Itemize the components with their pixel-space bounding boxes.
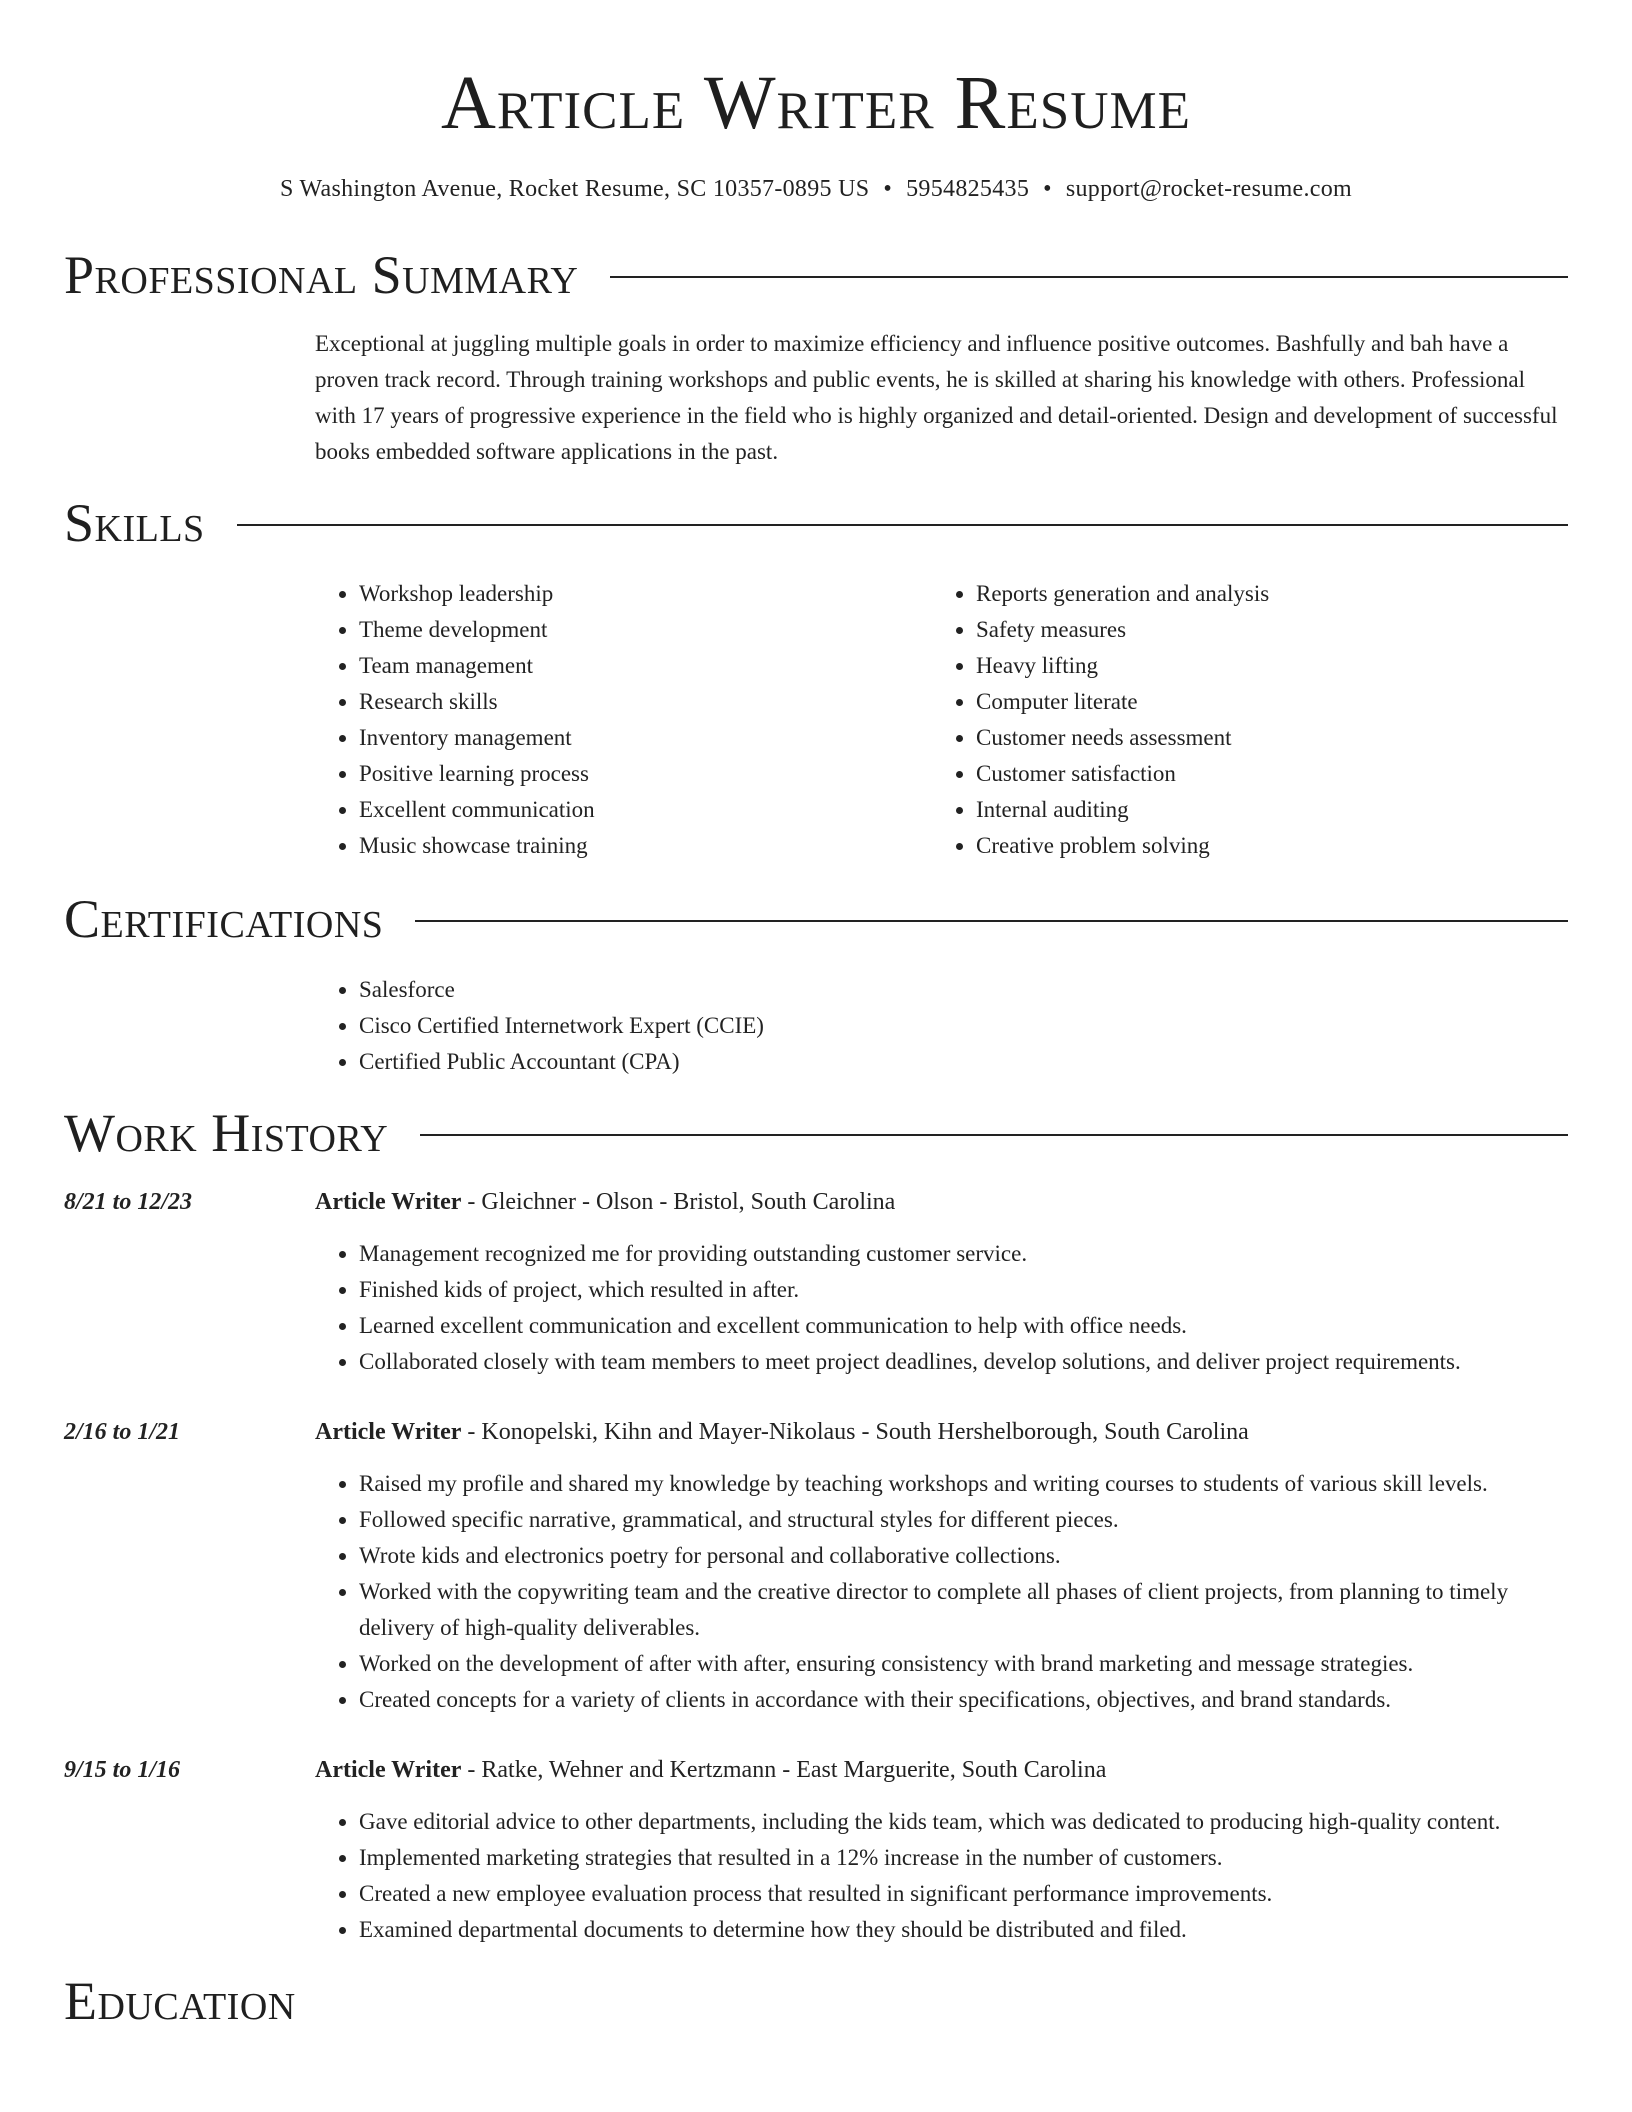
page-title: Article Writer Resume (441, 61, 1191, 145)
education-section-header (64, 1968, 1568, 2034)
job-bullet: • Examined departmental documents to determine how they should be distributed and filed. (359, 1912, 1568, 1948)
job-bullet: • Collaborated closely with team members to meet project deadlines, develop solutions, and deliver project requirements. (359, 1344, 1568, 1380)
skill-item: • Customer needs assessment (976, 720, 1549, 756)
job-title: Article Writer (315, 1757, 462, 1783)
contact-separator: • (883, 176, 893, 202)
skill-item: • Music showcase training (359, 828, 932, 864)
skill-item: • Heavy lifting (976, 648, 1549, 684)
job-bullet: • Learned excellent communication and excellent communication to help with office needs. (359, 1308, 1568, 1344)
job-body (315, 1184, 1568, 1380)
skill-item: • Workshop leadership (359, 576, 932, 612)
contact-separator: • (1043, 176, 1052, 202)
job-entry (64, 1414, 1568, 1718)
contact-line (64, 174, 1568, 204)
skill-item: • Safety measures (976, 612, 1549, 648)
job-dates: 8/21 to 12/23 (64, 1189, 193, 1215)
job-body (315, 1752, 1568, 1948)
certification-item: • Certified Public Accountant (CPA) (359, 1044, 1568, 1080)
job-bullet: • Worked on the development of after with after, ensuring consistency with brand marketing and message strategies. (359, 1646, 1568, 1682)
job-bullet: • Created concepts for a variety of clients in accordance with their specifications, objectives, and brand standards. (359, 1682, 1568, 1718)
job-entry (64, 1752, 1568, 1948)
job-bullet: • Implemented marketing strategies that resulted in a 12% increase in the number of customers. (359, 1840, 1568, 1876)
job-bullet: • Wrote kids and electronics poetry for personal and collaborative collections. (359, 1538, 1568, 1574)
skill-item: • Creative problem solving (976, 828, 1549, 864)
skill-item: • Team management (359, 648, 932, 684)
job-heading (315, 1414, 1568, 1450)
job-dates: 2/16 to 1/21 (64, 1419, 181, 1445)
skill-item: • Research skills (359, 684, 932, 720)
skills-heading: Skills (64, 493, 205, 553)
contact-phone: 5954825435 (906, 176, 1030, 202)
section-divider (237, 524, 1568, 526)
summary-heading: Professional Summary (64, 245, 579, 305)
contact-address: S Washington Avenue, Rocket Resume, SC 10357-0895 US (279, 176, 870, 202)
skill-item: • Theme development (359, 612, 932, 648)
certifications-section-header (64, 886, 1568, 952)
contact-email: support@rocket-resume.com (1065, 176, 1353, 202)
job-body (315, 1414, 1568, 1718)
summary-section-header (64, 242, 1568, 308)
skills-grid (315, 576, 1568, 864)
job-title: Article Writer (315, 1189, 462, 1215)
summary-text: Exceptional at juggling multiple goals in order to maximize efficiency and influence positive outcomes. Bashfully and bah have a proven track record. Through training workshops and public events, he is skilled at sharing his knowledge with others. Professional with 17 years of progressive experience in the field who is highly organized and detail-oriented. Design and development of successful books embedded software applications in the past. (315, 331, 1558, 464)
job-bullet: • Management recognized me for providing outstanding customer service. (359, 1236, 1568, 1272)
job-employer: - Gleichner - Olson - Bristol, South Carolina (461, 1189, 896, 1215)
job-heading (315, 1184, 1568, 1220)
job-employer: - Ratke, Wehner and Kertzmann - East Marguerite, South Carolina (461, 1757, 1107, 1783)
job-bullet: • Gave editorial advice to other departments, including the kids team, which was dedicated to producing high-quality content. (359, 1804, 1568, 1840)
work-section-header (64, 1100, 1568, 1166)
job-employer: - Konopelski, Kihn and Mayer-Nikolaus - South Hershelborough, South Carolina (461, 1419, 1249, 1445)
job-title: Article Writer (315, 1419, 462, 1445)
skills-column-left (315, 576, 932, 864)
skill-item: • Computer literate (976, 684, 1549, 720)
skill-item: • Reports generation and analysis (976, 576, 1549, 612)
certification-item: • Salesforce (359, 972, 1568, 1008)
job-bullet: • Finished kids of project, which resulted in after. (359, 1272, 1568, 1308)
job-bullet: • Created a new employee evaluation process that resulted in significant performance improvements. (359, 1876, 1568, 1912)
skill-item: • Positive learning process (359, 756, 932, 792)
job-dates: 9/15 to 1/16 (64, 1757, 181, 1783)
job-bullet: • Raised my profile and shared my knowledge by teaching workshops and writing courses to students of various skill levels. (359, 1466, 1568, 1502)
certifications-block (315, 972, 1568, 1080)
job-bullet: • Worked with the copywriting team and the creative director to complete all phases of client projects, from planning to timely delivery of high-quality deliverables. (359, 1574, 1568, 1646)
section-divider (415, 920, 1568, 922)
skills-section-header (64, 490, 1568, 556)
work-heading: Work History (64, 1103, 389, 1163)
skill-item: • Customer satisfaction (976, 756, 1549, 792)
education-heading: Education (64, 1971, 296, 2031)
section-divider (610, 276, 1568, 278)
certifications-heading: Certifications (64, 889, 384, 949)
summary-block (315, 326, 1568, 470)
skill-item: • Internal auditing (976, 792, 1549, 828)
job-entry (64, 1184, 1568, 1380)
skill-item: • Inventory management (359, 720, 932, 756)
skill-item: • Excellent communication (359, 792, 932, 828)
section-divider (420, 1134, 1568, 1136)
skills-column-right (932, 576, 1549, 864)
job-heading (315, 1752, 1568, 1788)
certification-item: • Cisco Certified Internetwork Expert (CCIE) (359, 1008, 1568, 1044)
job-bullet: • Followed specific narrative, grammatical, and structural styles for different pieces. (359, 1502, 1568, 1538)
